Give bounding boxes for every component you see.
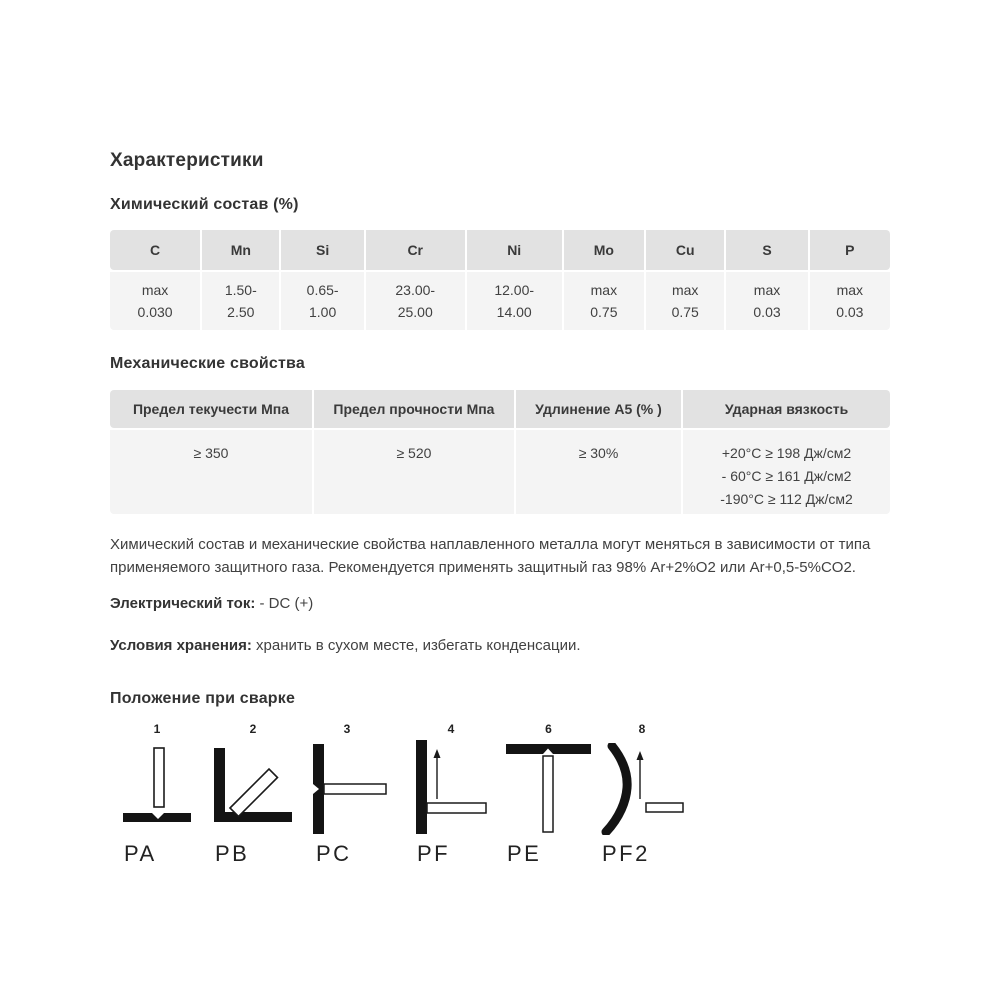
mech-col-header: Удлинение А5 (% ) [516,390,681,428]
storage-conditions-label: Условия хранения: [110,637,252,654]
chem-col-header: C [110,230,200,270]
chem-cell: max 0.030 [110,272,200,330]
position-label: PE [507,841,542,866]
chem-cell: 23.00- 25.00 [366,272,465,330]
chem-cell: max 0.03 [810,272,890,330]
chem-cell: 1.50- 2.50 [202,272,279,330]
welding-positions-row [110,722,890,867]
welding-position-pc [307,722,387,867]
mech-cell: ≥ 520 [314,430,514,514]
chem-cell: 12.00- 14.00 [467,272,562,330]
welding-position-pe [505,722,592,867]
chem-col-header: P [810,230,890,270]
mech-col-header: Ударная вязкость [683,390,890,428]
position-number: 2 [249,722,257,736]
page-title: Характеристики [110,150,264,171]
welding-position-pc-icon [307,743,387,835]
position-number: 8 [638,722,646,736]
storage-conditions-value: хранить в сухом месте, избегать конденсации. [256,637,581,654]
mech-table-body [110,430,890,514]
welding-position-pf-icon [415,739,487,835]
welding-section-heading: Положение при сварке [110,690,296,707]
chem-col-header: Ni [467,230,562,270]
welding-position-pb [213,722,293,867]
position-label: PF [417,841,451,866]
mech-cell-impact: +20°C ≥ 198 Дж/см2 - 60°C ≥ 161 Дж/см2 -190°C ≥ 112 Дж/см2 [683,430,890,514]
chem-col-header: Cr [366,230,465,270]
welding-position-pe-icon [505,743,592,835]
electric-current-row [110,595,890,612]
chem-col-header: Cu [646,230,724,270]
mech-table-header [110,390,890,428]
chem-col-header: Si [281,230,363,270]
mech-cell: ≥ 30% [516,430,681,514]
chem-cell: max 0.75 [646,272,724,330]
mech-cell: ≥ 350 [110,430,312,514]
welding-position-pf2 [600,722,684,867]
mech-col-header: Предел прочности Мпа [314,390,514,428]
chem-cell: max 0.75 [564,272,644,330]
mech-section-heading: Механические свойства [110,355,305,372]
welding-position-pa-icon [122,747,192,823]
position-number: 6 [545,722,552,736]
position-label: PC [316,841,352,866]
welding-position-pa [122,722,192,867]
electric-current-label: Электрический ток: [110,595,256,612]
mech-col-header: Предел текучести Мпа [110,390,312,428]
position-label: PA [124,841,157,866]
chem-cell: 0.65- 1.00 [281,272,363,330]
position-label: PB [215,841,250,866]
welding-position-pf2-icon [600,743,684,835]
welding-position-pb-icon [213,747,293,823]
chem-col-header: S [726,230,807,270]
chem-cell: max 0.03 [726,272,807,330]
position-number: 3 [343,722,351,736]
position-label: PF2 [602,841,650,866]
chem-section-heading: Химический состав (%) [110,196,299,213]
welding-position-pf [415,722,487,867]
chem-table-body [110,272,890,330]
chem-col-header: Mn [202,230,279,270]
electric-current-value: - DC (+) [259,595,314,612]
gas-note-text: Химический состав и механические свойства наплавленного металла могут меняться в зависимости от типа применяемого защитного газа. Рекомендуется применять защитный газ 98% Ar+2%O2 или Ar+0,5-5%CO2. [110,536,871,576]
chem-table-header [110,230,890,270]
storage-conditions-row [110,637,890,654]
chem-col-header: Mo [564,230,644,270]
position-number: 4 [447,722,455,736]
position-number: 1 [153,722,161,736]
